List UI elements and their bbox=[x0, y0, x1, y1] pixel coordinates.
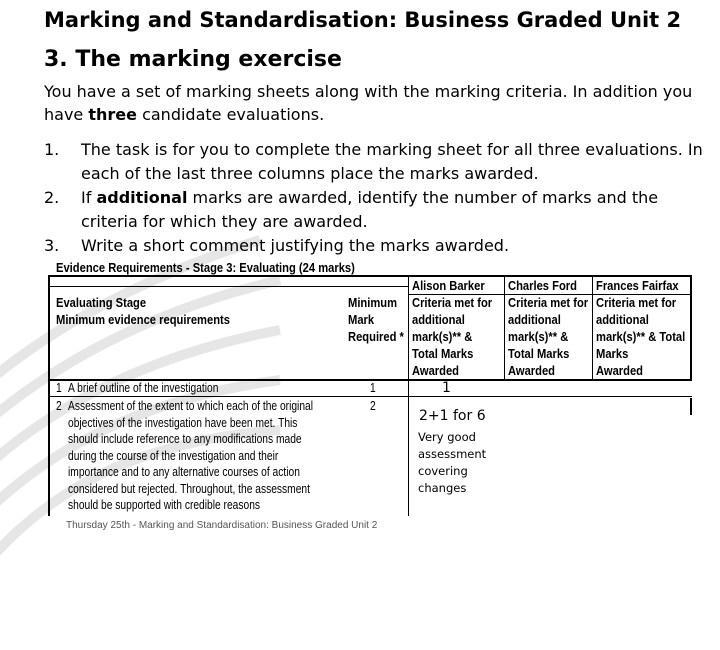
step-emphasis: additional bbox=[96, 188, 188, 207]
criteria-header: Awarded bbox=[508, 363, 556, 378]
requirement-text: during the course of the investigation and their bbox=[68, 448, 279, 463]
table-border-right bbox=[690, 275, 692, 379]
row-number: 2 bbox=[56, 399, 62, 413]
criteria-header: mark(s)** & bbox=[412, 329, 473, 344]
task-step bbox=[44, 138, 704, 186]
task-step bbox=[44, 234, 704, 258]
column-divider bbox=[592, 275, 593, 379]
min-mark-header: Required * bbox=[348, 329, 404, 344]
marking-sheet-table bbox=[48, 258, 692, 516]
criteria-header: Criteria met for bbox=[596, 295, 677, 310]
alison-comment bbox=[418, 429, 486, 497]
comment-line: changes bbox=[418, 481, 467, 495]
min-mark-header: Minimum bbox=[348, 295, 398, 310]
step-number: 1. bbox=[44, 140, 60, 159]
min-mark-value: 1 bbox=[370, 381, 376, 395]
requirement-text: A brief outline of the investigation bbox=[68, 381, 219, 395]
step-number: 2. bbox=[44, 188, 60, 207]
requirement-text: should include reference to any modifications made bbox=[68, 432, 302, 446]
criteria-header: Marks bbox=[596, 346, 629, 361]
criteria-header: Total Marks bbox=[412, 346, 474, 361]
criteria-header: Awarded bbox=[412, 363, 460, 378]
step-text-end: marks are awarded, identify the number of marks and the criteria for which they are awarded. bbox=[81, 188, 659, 231]
comment-line: assessment bbox=[418, 447, 487, 461]
candidate-name: Frances Fairfax bbox=[596, 278, 679, 293]
criteria-header: additional bbox=[508, 312, 561, 327]
step-number: 3. bbox=[44, 236, 60, 255]
requirement-text: considered but rejected. Throughout, the assessment bbox=[68, 481, 310, 496]
requirement-text: should be supported with credible reasons bbox=[68, 498, 261, 512]
step-text: Write a short comment justifying the marks awarded. bbox=[81, 236, 510, 255]
intro-text: You have a set of marking sheets along with the marking criteria. In addition you have bbox=[44, 82, 693, 124]
slide-footer: Thursday 25th - Marking and Standardisation: Business Graded Unit 2 bbox=[66, 520, 378, 531]
criteria-header: Criteria met for bbox=[508, 295, 589, 310]
row-number: 1 bbox=[56, 381, 62, 395]
criteria-header: Criteria met for bbox=[412, 295, 493, 310]
intro-text-end: candidate evaluations. bbox=[136, 105, 325, 124]
comment-line: Very good bbox=[418, 430, 476, 444]
slide-title: Marking and Standardisation: Business Graded Unit 2 bbox=[44, 8, 682, 32]
criteria-header: Total Marks bbox=[508, 346, 570, 361]
requirement-text: Assessment of the extent to which each of the original bbox=[68, 399, 314, 413]
criteria-header: mark(s)** & Total bbox=[596, 329, 686, 344]
task-step bbox=[44, 186, 704, 234]
candidate-name: Alison Barker bbox=[412, 278, 485, 293]
stage-subheader: Minimum evidence requirements bbox=[56, 312, 230, 327]
requirement-text: importance and to any alternative courses of action bbox=[68, 465, 300, 479]
criteria-header: additional bbox=[596, 312, 649, 327]
step-text: The task is for you to complete the marking sheet for all three evaluations. In each of the last three columns place the marks awarded. bbox=[81, 140, 703, 183]
step-text: If bbox=[81, 188, 97, 207]
column-divider bbox=[504, 275, 505, 379]
sheet-title: Evidence Requirements - Stage 3: Evaluating (24 marks) bbox=[56, 260, 355, 275]
intro-paragraph bbox=[44, 80, 704, 126]
requirement-text: objectives of the investigation have been met. This bbox=[68, 415, 298, 430]
criteria-header: mark(s)** & bbox=[508, 329, 569, 344]
row-divider bbox=[48, 286, 408, 287]
criteria-header: Awarded bbox=[596, 363, 644, 378]
criteria-header: additional bbox=[412, 312, 465, 327]
task-steps-list bbox=[44, 138, 704, 258]
alison-mark-row2: 2+1 for 6 bbox=[419, 408, 486, 424]
min-mark-header: Mark bbox=[348, 312, 375, 327]
min-mark-value: 2 bbox=[370, 399, 376, 413]
intro-emphasis: three bbox=[88, 105, 137, 124]
comment-line: covering bbox=[418, 464, 468, 478]
stage-header: Evaluating Stage bbox=[56, 295, 147, 310]
table-border-fragment bbox=[690, 398, 692, 415]
candidate-name: Charles Ford bbox=[508, 278, 577, 293]
alison-mark-row1: 1 bbox=[442, 380, 451, 396]
section-heading: 3. The marking exercise bbox=[44, 47, 342, 72]
